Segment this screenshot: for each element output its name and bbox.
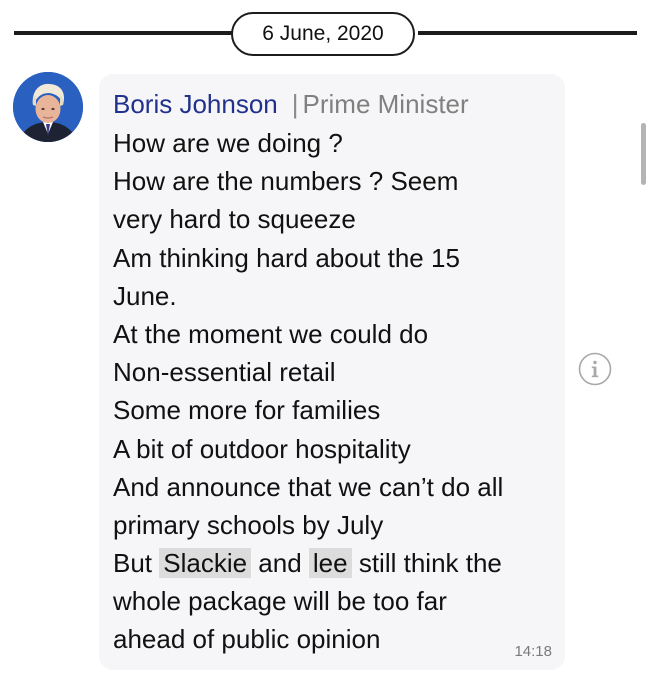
message-line: whole package will be too far [113,586,447,617]
message-text: and [251,548,309,579]
message-body [113,124,553,659]
message-line: Am thinking hard about the 15 [113,242,460,273]
date-divider-line-left [14,31,232,35]
message-line: Non-essential retail [113,357,336,388]
message-line: How are we doing ? [113,128,343,158]
sender-row [113,86,469,122]
sender-role: Prime Minister [302,89,469,119]
sender-separator: | [291,89,299,119]
message-line: primary schools by July [113,509,384,540]
scrollbar-thumb[interactable] [641,123,646,185]
message-line: And announce that we can’t do all [113,471,504,502]
message-line: very hard to squeeze [113,204,356,235]
message-line: ahead of public opinion [113,624,381,655]
date-divider-line-right [418,31,637,35]
message-line: A bit of outdoor hospitality [113,433,411,464]
avatar[interactable] [13,72,83,142]
message-line: At the moment we could do [113,318,429,349]
date-divider-label: 6 June, 2020 [231,12,415,56]
highlighted-name-lee[interactable]: lee [309,548,352,578]
message-text: But [113,548,160,579]
message-timestamp: 14:18 [514,643,552,660]
message-text: still think the [351,548,502,579]
message-line: Some more for families [113,395,381,426]
message-line: June. [113,280,177,311]
sender-name[interactable]: Boris Johnson [113,89,278,119]
highlighted-name-slackie[interactable]: Slackie [159,548,251,578]
avatar-portrait-icon [13,72,83,142]
message-line: How are the numbers ? Seem [113,166,459,197]
message-line-highlighted [113,544,553,582]
info-circle-icon-glyph [578,352,612,386]
info-circle-icon[interactable] [578,352,612,386]
message-bubble[interactable] [99,74,565,670]
